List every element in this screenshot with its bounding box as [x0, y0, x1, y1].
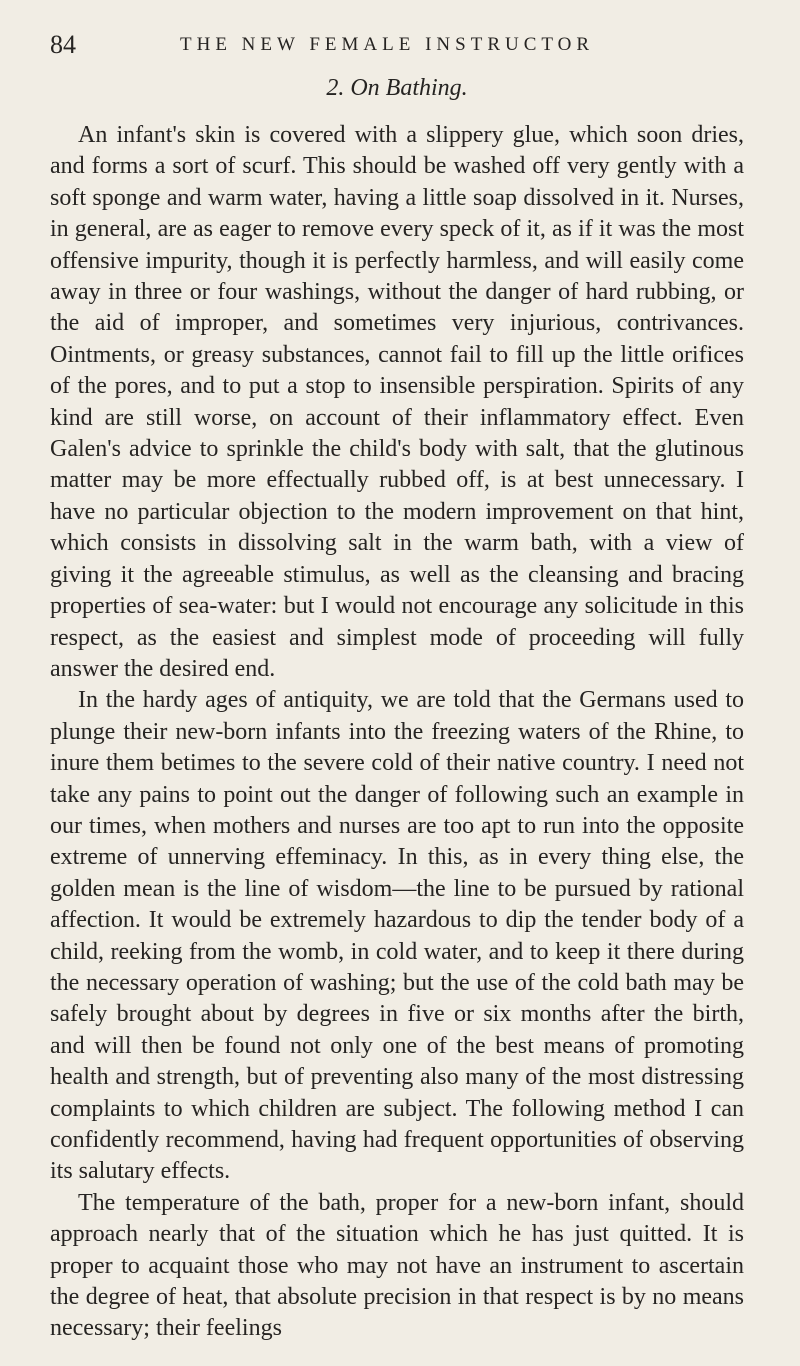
section-heading: 2. On Bathing.: [326, 75, 468, 101]
paragraph-1: An infant's skin is covered with a slippery glue, which soon dries, and forms a sort of scurf. This should be washed off very gently with a soft sponge and warm water, having a little soap dissolved in it. Nurses, in general, are as eager to remove every speck of it, as if it was the most offensive impurity, though it is perfectly harmless, and will easily come away in three or four washings, without the danger of hard rubbing, or the aid of improper, and sometimes very injurious, contrivances. Ointments, or greasy substances, cannot fail to fill up the little orifices of the pores, and to put a stop to insensible perspiration. Spirits of any kind are still worse, on account of their inflammatory effect. Even Galen's advice to sprinkle the child's body with salt, that the glutinous matter may be more effectually rubbed off, is at best unnecessary. I have no particular objection to the modern improvement on that hint, which consists in dissolving salt in the warm bath, with a view of giving it the agreeable stimulus, as well as the cleansing and bracing properties of sea-water: but I would not encourage any solicitude in this respect, as the easiest and simplest mode of proceeding will fully answer the desired end.: [50, 122, 744, 682]
running-head: [50, 0, 744, 60]
paragraph-2: In the hardy ages of antiquity, we are told that the Germans used to plunge their new-born infants into the freezing waters of the Rhine, to inure them betimes to the severe cold of their native country. I need not take any pains to point out the danger of following such an example in our times, when mothers and nurses are too apt to run into the opposite extreme of unnerving effeminacy. In this, as in every thing else, the golden mean is the line of wisdom—the line to be pursued by rational affection. It would be extremely hazardous to dip the tender body of a child, reeking from the womb, in cold water, and to keep it there during the necessary operation of washing; but the use of the cold bath may be safely brought about by degrees in five or six months after the birth, and will then be found not only one of the best means of promoting health and strength, but of preventing also many of the most distressing complaints to which children are subject. The following method I can confidently recommend, having had frequent opportunities of observing its salutary effects.: [50, 687, 744, 1185]
page-number: 84: [50, 30, 76, 59]
paragraph-3: The temperature of the bath, proper for a new-born infant, should approach nearly that of the situation which he has just quitted. It is proper to acquaint those who may not have an instrument to ascertain the degree of heat, that absolute precision in that respect is by no means necessary; their feelings: [50, 1189, 744, 1342]
running-title: THE NEW FEMALE INSTRUCTOR: [180, 34, 595, 55]
